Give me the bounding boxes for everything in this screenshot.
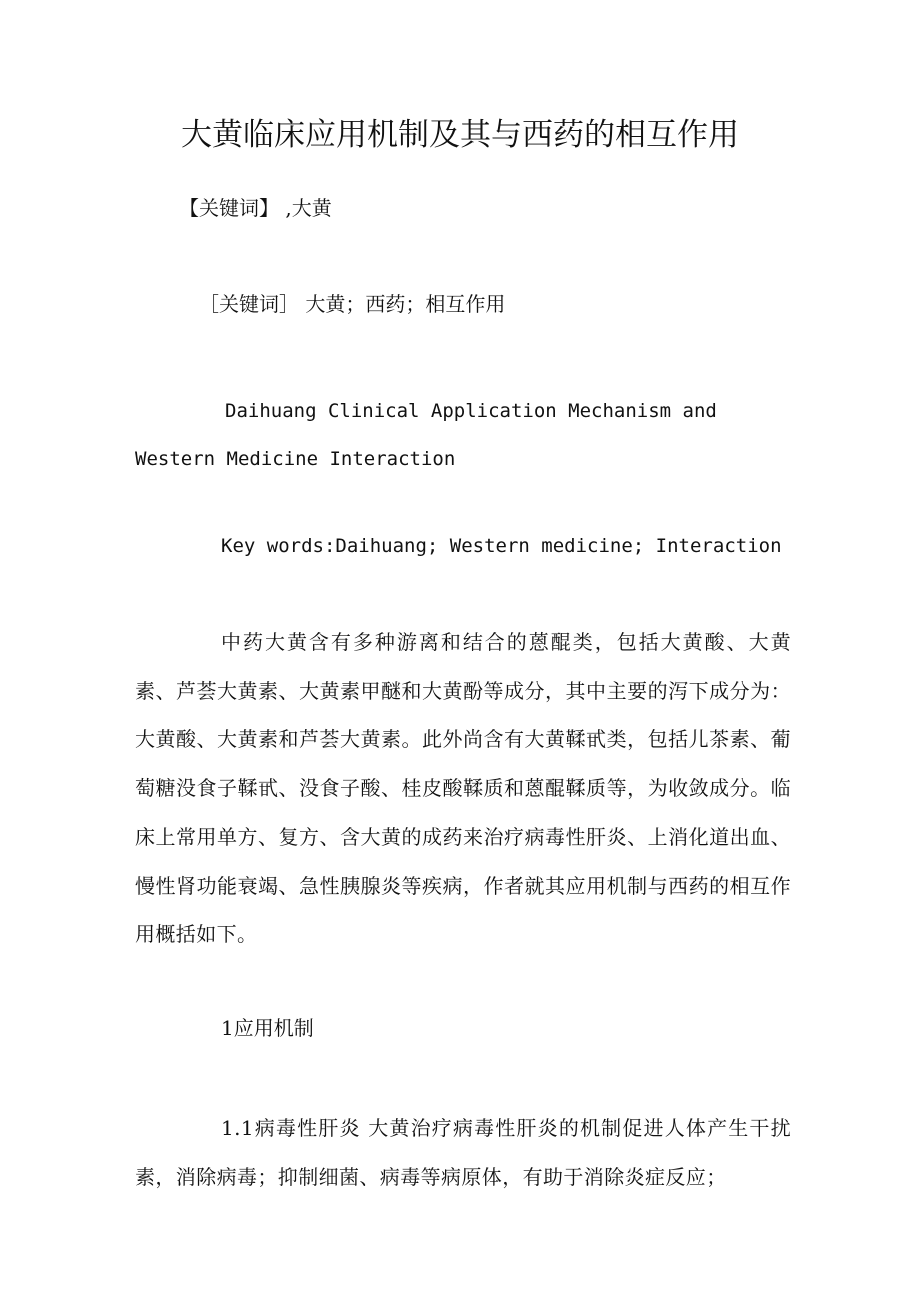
document-title: 大黄临床应用机制及其与西药的相互作用 [181,117,739,153]
subsection-paragraph: 1.1病毒性肝炎 大黄治疗病毒性肝炎的机制促进人体产生干扰素，消除病毒；抑制细菌、病毒等病原体，有助于消除炎症反应； [135,1116,791,1189]
english-keywords: Key words:Daihuang; Western medicine; Interaction [221,535,782,557]
intro-paragraph: 中药大黄含有多种游离和结合的蒽醌类，包括大黄酸、大黄素、芦荟大黄素、大黄素甲醚和大黄酚等成分，其中主要的泻下成分为：大黄酸、大黄素和芦荟大黄素。此外尚含有大黄鞣甙类，包括儿茶素、葡萄糖没食子鞣甙、没食子酸、桂皮酸鞣质和蒽醌鞣质等，为收敛成分。临床上常用单方、复方、含大黄的成药来治疗病毒性肝炎、上消化道出血、慢性肾功能衰竭、急性胰腺炎等疾病，作者就其应用机制与西药的相互作用概括如下。 [135,630,791,947]
keywords-line-2: ［关键词］ 大黄；西药；相互作用 [199,292,506,316]
english-title: Daihuang Clinical Application Mechanism and Western Medicine Interaction [135,400,717,470]
section-heading: 1应用机制 [221,1016,314,1040]
keywords-line-1: 【关键词】 ,大黄 [179,196,332,220]
